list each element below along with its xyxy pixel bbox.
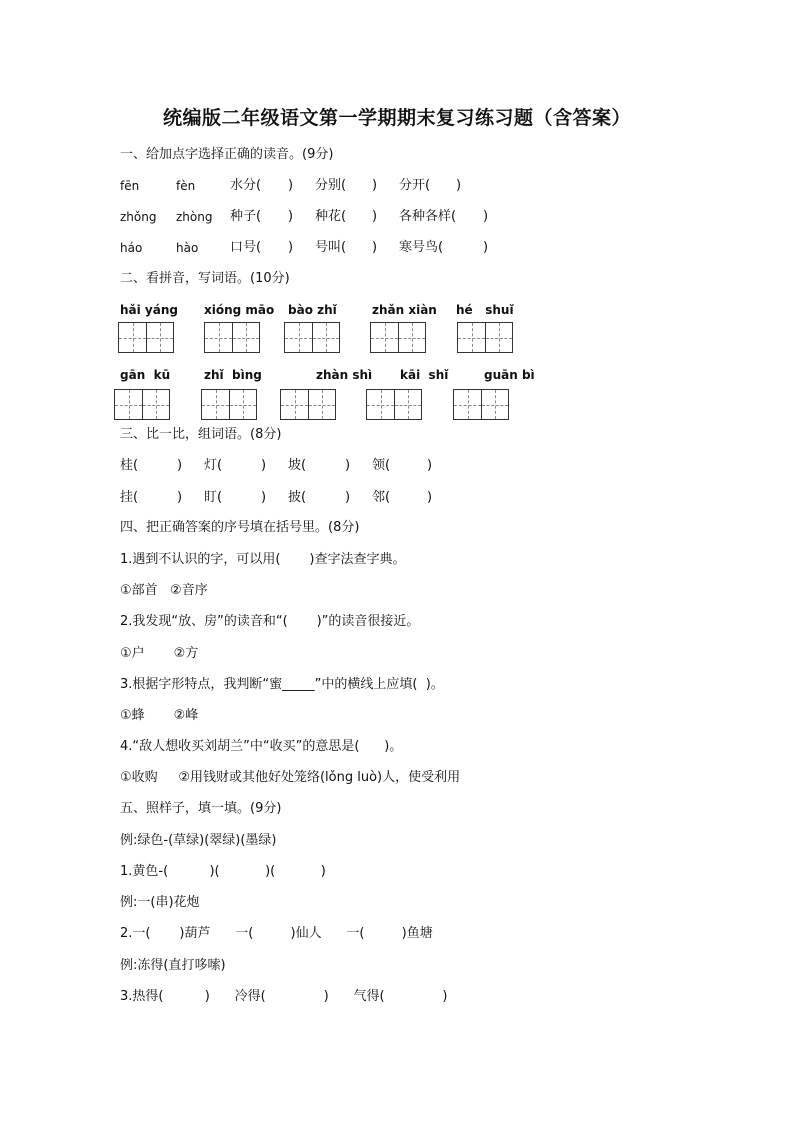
question-1: 1.遇到不认识的字，可以用( )查字法查字典。: [120, 552, 406, 567]
word-open: 分开(: [399, 178, 431, 193]
question-5-3: 3.热得( ) 冷得( ) 气得( ): [120, 989, 448, 1004]
word-close: ): [288, 209, 294, 224]
word-open: 号叫(: [315, 240, 347, 255]
word-close: ): [288, 178, 294, 193]
char-open: 披(: [288, 490, 307, 505]
writing-grid[interactable]: [284, 322, 340, 353]
question-4: 4.“敌人想收买刘胡兰”中“收买”的意思是( )。: [120, 739, 403, 754]
pinyin-prompt: hé shuǐ: [456, 303, 514, 317]
example-3: 例:冻得(直打哆嗦): [120, 958, 226, 973]
word-close: ): [372, 178, 378, 193]
writing-grid[interactable]: [280, 389, 336, 420]
word-open: 种花(: [315, 209, 347, 224]
pinyin-prompt: zhàn shì: [316, 368, 373, 382]
char-close: ): [261, 458, 267, 473]
char-open: 盯(: [204, 490, 223, 505]
char-close: ): [345, 458, 351, 473]
pinyin-prompt: zhǐ bìng: [204, 368, 262, 382]
pinyin-prompt: bào zhǐ: [288, 303, 337, 317]
word-open: 口号(: [230, 240, 262, 255]
char-close: ): [427, 458, 433, 473]
word-close: ): [456, 178, 462, 193]
word-open: 分别(: [315, 178, 347, 193]
writing-grid[interactable]: [201, 389, 257, 420]
char-open: 邻(: [372, 490, 391, 505]
word-open: 各种各样(: [399, 209, 457, 224]
question-5-2: 2.一( )葫芦 一( )仙人 一( )鱼塘: [120, 926, 433, 941]
example-1: 例:绿色-(草绿)(翠绿)(墨绿): [120, 833, 277, 848]
question-3: 3.根据字形特点，我判断“蜜_____”中的横线上应填( )。: [120, 677, 444, 692]
writing-grid[interactable]: [114, 389, 170, 420]
question-5-1: 1.黄色-( )( )( ): [120, 864, 326, 879]
writing-grid[interactable]: [118, 322, 174, 353]
pinyin-option: zhǒng: [120, 210, 157, 224]
char-open: 坡(: [288, 458, 307, 473]
word-close: ): [372, 209, 378, 224]
section-4-heading: 四、把正确答案的序号填在括号里。(8分): [120, 520, 360, 535]
pinyin-option: zhòng: [176, 210, 213, 224]
char-close: ): [427, 490, 433, 505]
question-2: 2.我发现“放、房”的读音和“( )”的读音很接近。: [120, 614, 420, 629]
writing-grid[interactable]: [366, 389, 422, 420]
char-open: 领(: [372, 458, 391, 473]
pinyin-option: hào: [176, 241, 199, 255]
section-5-heading: 五、照样子，填一填。(9分): [120, 801, 282, 816]
word-open: 寒号鸟(: [399, 240, 444, 255]
pinyin-prompt: zhǎn xiàn: [372, 303, 437, 317]
pinyin-prompt: xióng māo: [204, 303, 275, 317]
char-open: 桂(: [120, 458, 139, 473]
char-open: 灯(: [204, 458, 223, 473]
writing-grid[interactable]: [453, 389, 509, 420]
char-open: 挂(: [120, 490, 139, 505]
char-close: ): [261, 490, 267, 505]
pinyin-prompt: hǎi yáng: [120, 303, 178, 317]
char-close: ): [345, 490, 351, 505]
word-open: 种子(: [230, 209, 262, 224]
section-2-heading: 二、看拼音，写词语。(10分): [120, 271, 290, 286]
writing-grid[interactable]: [204, 322, 260, 353]
word-close: ): [372, 240, 378, 255]
char-close: ): [177, 458, 183, 473]
pinyin-option: háo: [120, 241, 143, 255]
question-2-options: ①户 ②方: [120, 646, 199, 661]
pinyin-prompt: kāi shǐ: [400, 368, 449, 382]
pinyin-prompt: gān kū: [120, 368, 171, 382]
example-2: 例:一(串)花炮: [120, 895, 200, 910]
question-3-options: ①蜂 ②峰: [120, 708, 199, 723]
pinyin-prompt: guān bì: [484, 368, 535, 382]
question-4-options: ①收购 ②用钱财或其他好处笼络(lǒng luò)人，使受利用: [120, 770, 461, 785]
word-close: ): [483, 209, 489, 224]
word-close: ): [288, 240, 294, 255]
pinyin-option: fēn: [120, 179, 140, 193]
char-close: ): [177, 490, 183, 505]
page-title: 统编版二年级语文第一学期期末复习练习题（含答案）: [162, 107, 631, 129]
section-1-heading: 一、给加点字选择正确的读音。(9分): [120, 147, 334, 162]
section-3-heading: 三、比一比，组词语。(8分): [120, 427, 282, 442]
word-open: 水分(: [230, 178, 262, 193]
question-1-options: ①部首 ②音序: [120, 583, 208, 598]
writing-grid[interactable]: [370, 322, 426, 353]
word-close: ): [483, 240, 489, 255]
writing-grid[interactable]: [457, 322, 513, 353]
pinyin-option: fèn: [176, 179, 196, 193]
